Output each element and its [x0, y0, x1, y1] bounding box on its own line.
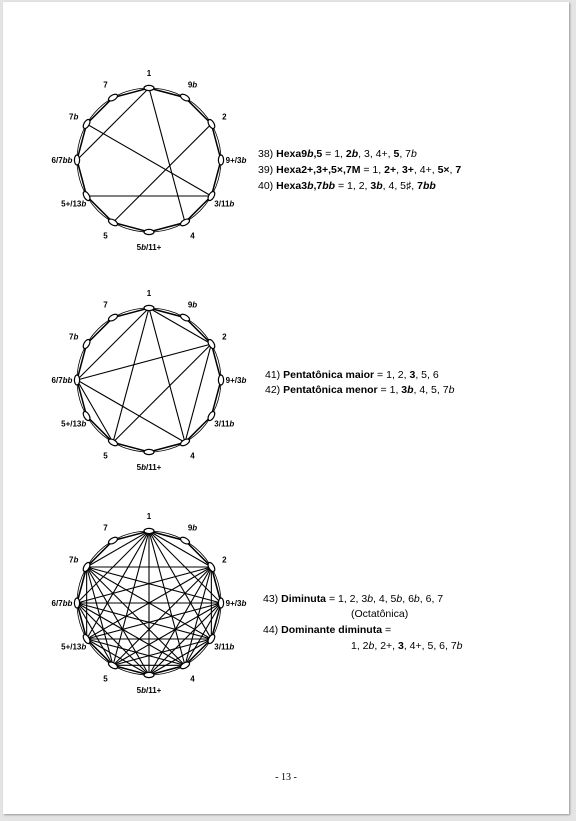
note-label-part: 1 [146, 512, 152, 521]
note-label-part: 3/11 [214, 419, 230, 429]
chord-line [87, 567, 149, 675]
note-label-part: 5 [103, 451, 108, 461]
note-label [222, 113, 227, 122]
text-run: , 6 [402, 593, 414, 605]
text-run: = 1, [322, 148, 346, 160]
text-run: , 4+, [413, 164, 438, 176]
vertex-dot [179, 438, 190, 448]
note-label-part: 7 [69, 332, 74, 342]
note-label-part: bb [62, 156, 73, 165]
note-label [103, 231, 108, 240]
note-label-part: 6/7 [51, 599, 63, 608]
text-run: bb [322, 180, 336, 192]
note-label-part: b [73, 112, 79, 122]
vertex-marker [82, 118, 92, 129]
note-label-part: bb [62, 599, 73, 608]
scale-name [276, 180, 335, 192]
note-label-part: 5 [103, 674, 108, 684]
vertex-marker [218, 155, 223, 165]
vertex-marker [144, 449, 154, 454]
vertex-dot [144, 528, 154, 533]
text-run: 2+ [384, 164, 397, 176]
note-label [188, 524, 197, 533]
note-label-part: 4 [190, 674, 195, 684]
scale-number: 44) [263, 624, 279, 636]
note-label [147, 289, 152, 298]
note-label-part: b [241, 376, 247, 385]
text-run: b [368, 640, 375, 652]
vertex-dot [144, 672, 154, 677]
note-label-part: b [81, 199, 87, 209]
text-run: b [376, 180, 383, 192]
text-run: Hexa9 [276, 148, 308, 160]
vertex-marker [74, 155, 79, 165]
text-run: Pentatônica menor [283, 384, 378, 396]
text-run: 3 [409, 369, 416, 381]
vertex-dot [82, 118, 92, 129]
note-label [52, 599, 73, 608]
scale-circle-diagram-2 [39, 289, 247, 474]
scale-name [281, 593, 326, 605]
vertex-dot [179, 536, 190, 546]
scale-formula [322, 148, 417, 160]
vertex-dot [144, 449, 154, 454]
text-run: , 4, 5 [373, 593, 397, 605]
chord-line [77, 344, 211, 380]
scale-number: 42) [265, 384, 281, 396]
note-label-part: 2 [222, 112, 227, 122]
note-label-part: 7 [103, 80, 108, 90]
vertex-dot [74, 598, 79, 608]
text-run: 7 [455, 164, 462, 176]
scale-name [283, 384, 378, 396]
vertex-dot [218, 155, 223, 165]
text-run: Pentatônica maior [283, 369, 375, 381]
note-label [103, 81, 108, 90]
note-label [214, 200, 234, 209]
chord-line [77, 380, 185, 442]
note-label-part: bb [62, 376, 73, 385]
text-run: Dominante diminuta [281, 624, 383, 636]
note-label [61, 200, 86, 209]
note-label [188, 301, 197, 310]
vertex-marker [179, 93, 190, 103]
text-run: = 1, [377, 384, 402, 396]
text-run: , 6, 7 [419, 593, 444, 605]
scale-formula [382, 624, 391, 636]
text-run: = 1, [360, 164, 385, 176]
note-label-part: 4 [190, 451, 195, 461]
note-label [69, 556, 78, 565]
chord-line [185, 344, 211, 442]
vertex-dot [107, 536, 118, 546]
vertex-dot [74, 375, 79, 385]
text-run: , 2+, [374, 640, 398, 652]
note-label-part: b [229, 199, 235, 209]
vertex-dot [82, 338, 92, 349]
scale-number: 39) [258, 164, 274, 176]
text-run: ,7 [313, 180, 323, 192]
note-label [222, 556, 227, 565]
scale-formula [360, 164, 461, 176]
note-label [137, 686, 162, 695]
chord-line [77, 160, 87, 196]
text-run: b [396, 593, 403, 605]
vertex-dot [107, 313, 118, 323]
text-run: b [456, 640, 463, 652]
note-label-part: b [229, 419, 235, 429]
note-label-part: b [81, 419, 87, 429]
note-label-part: b [81, 642, 87, 652]
vertex-dot [218, 598, 223, 608]
text-run: , [396, 164, 402, 176]
note-label [222, 333, 227, 342]
vertex-marker [74, 375, 79, 385]
vertex-marker [107, 93, 118, 103]
note-label [226, 376, 247, 385]
note-label [103, 524, 108, 533]
note-label-part: 5 [136, 686, 142, 695]
text-run: 1, 2 [351, 640, 369, 652]
vertex-marker [74, 598, 79, 608]
scale-formula-44-line2 [351, 639, 463, 655]
note-label [137, 243, 162, 252]
vertex-marker [82, 338, 92, 349]
scale-formula [326, 593, 443, 605]
scale-name [276, 148, 322, 160]
note-label-part: /11+ [145, 463, 162, 472]
text-run: bb [422, 180, 436, 192]
note-label-part: 9+/3 [225, 599, 242, 608]
vertex-marker [179, 313, 190, 323]
vertex-marker [144, 305, 154, 310]
document-page [3, 2, 569, 814]
text-run: 3 [398, 640, 404, 652]
text-run: = [382, 624, 392, 636]
text-run: , 4+, 5, 6, 7 [403, 640, 457, 652]
note-label-part: 9 [187, 523, 193, 533]
chord-line [113, 308, 149, 442]
vertex-dot [144, 229, 154, 234]
note-label [61, 420, 86, 429]
note-label [226, 599, 247, 608]
vertex-marker [218, 598, 223, 608]
scale-entry-43 [263, 592, 443, 608]
text-run: , [449, 164, 456, 176]
text-run: = 1, 2, 3 [326, 593, 368, 605]
text-run: , 3, 4+, [358, 148, 394, 160]
note-label-part: b [229, 642, 235, 652]
note-label-part: b [192, 523, 198, 533]
vertex-dot [74, 155, 79, 165]
vertex-dot [144, 305, 154, 310]
note-label-part: 6/7 [51, 376, 63, 385]
text-run: Diminuta [281, 593, 327, 605]
text-run: b [411, 148, 417, 160]
note-label-part: b [241, 156, 247, 165]
note-label [226, 156, 247, 165]
vertex-marker [144, 229, 154, 234]
note-label [190, 231, 195, 240]
vertex-marker [107, 536, 118, 546]
chord-line [149, 308, 211, 344]
text-run: 3+ [401, 164, 414, 176]
note-label-part: 4 [190, 231, 195, 241]
note-label-part: 9+/3 [225, 376, 242, 385]
note-label-part: 5+/13 [61, 199, 82, 209]
note-label-part: 2 [222, 332, 227, 342]
note-label-part: 5 [136, 463, 142, 472]
note-label [147, 69, 152, 78]
note-label-part: 7 [103, 300, 108, 310]
note-label-part: 5 [103, 231, 108, 241]
scale-formula [351, 640, 463, 652]
note-label-part: 9+/3 [225, 156, 242, 165]
scale-entry-42 [265, 383, 454, 399]
scale-circle-diagram-1 [39, 69, 247, 254]
note-label-part: 9 [187, 80, 193, 90]
note-label [103, 451, 108, 460]
note-label-part: 7 [69, 112, 74, 122]
note-label [214, 420, 234, 429]
note-label [137, 463, 162, 472]
text-run: 5× [437, 164, 450, 176]
scale-circle-diagram-3 [39, 512, 247, 697]
note-label-part: b [192, 80, 198, 90]
text-run: b [307, 180, 314, 192]
note-label-part: 3/11 [214, 199, 230, 209]
scale-formula [374, 369, 439, 381]
note-label-part: 5 [136, 243, 142, 252]
scale-note-43 [351, 607, 408, 623]
note-label-part: 6/7 [51, 156, 63, 165]
note-label [69, 113, 78, 122]
circle-outline [77, 308, 221, 452]
note-label [214, 643, 234, 652]
note-label [147, 512, 152, 521]
scale-name [276, 164, 360, 176]
text-run: = 1, 2, [374, 369, 410, 381]
text-run: 3 [401, 384, 408, 396]
note-label [52, 376, 73, 385]
vertex-dot [218, 375, 223, 385]
note-label-part: 2 [222, 555, 227, 565]
note-label-part: b [73, 555, 79, 565]
note-label-part: 5+/13 [61, 642, 82, 652]
note-label-part: 7 [69, 555, 74, 565]
scale-number: 41) [265, 369, 281, 381]
scale-formula [378, 384, 455, 396]
text-run: 2 [345, 148, 352, 160]
text-run: b [367, 593, 374, 605]
vertex-dot [144, 85, 154, 90]
note-label-part: b [141, 463, 146, 472]
text-run: , 4, 5, 7 [413, 384, 449, 396]
text-run: = 1, 2, [335, 180, 371, 192]
scale-number: 43) [263, 593, 279, 605]
note-label-part: b [141, 243, 146, 252]
scale-entry-38 [258, 147, 417, 163]
scale-entry-44 [263, 623, 391, 639]
note-label-part: 3/11 [214, 642, 230, 652]
note-label [52, 156, 73, 165]
vertex-marker [179, 218, 190, 228]
vertex-marker [144, 672, 154, 677]
text-run: , 5, 6 [415, 369, 439, 381]
note-label-part: b [73, 332, 79, 342]
text-run: Hexa2+,3+,5×,7M [276, 164, 361, 176]
note-label-part: 1 [146, 289, 152, 298]
scale-name [281, 624, 382, 636]
dodecagon-outline [77, 308, 221, 452]
vertex-marker [179, 438, 190, 448]
text-run: 7 [417, 180, 423, 192]
vertex-dot [179, 313, 190, 323]
vertex-marker [218, 375, 223, 385]
text-run: 3 [370, 180, 377, 192]
chord-line [77, 380, 113, 442]
note-label-part: 5+/13 [61, 419, 82, 429]
vertex-marker [144, 528, 154, 533]
text-run: , 7 [399, 148, 412, 160]
note-label-part: 1 [146, 69, 152, 78]
text-run: 5 [393, 148, 400, 160]
chord-line [113, 603, 221, 665]
vertex-dot [179, 93, 190, 103]
note-label [188, 81, 197, 90]
note-label [190, 674, 195, 683]
note-label-part: 7 [103, 523, 108, 533]
scale-number: 40) [258, 180, 274, 192]
scale-entry-40 [258, 179, 436, 195]
note-label-part: /11+ [145, 243, 162, 252]
text-run: ,5 [313, 148, 323, 160]
note-label-part: b [241, 599, 247, 608]
note-label-part: b [192, 300, 198, 310]
text-run: b [407, 384, 414, 396]
text-run: b [307, 148, 314, 160]
scale-note: (Octatônica) [351, 608, 409, 620]
text-run: b [448, 384, 455, 396]
text-run: b [413, 593, 420, 605]
vertex-marker [144, 85, 154, 90]
note-label [103, 301, 108, 310]
vertex-dot [179, 218, 190, 228]
note-label-part: b [141, 686, 146, 695]
note-label [69, 333, 78, 342]
scale-entry-39 [258, 163, 461, 179]
vertex-marker [107, 313, 118, 323]
note-label-part: 9 [187, 300, 193, 310]
page-number: - 13 - [275, 772, 297, 783]
vertex-marker [179, 536, 190, 546]
chord-line [77, 603, 185, 665]
note-label [103, 674, 108, 683]
vertex-dot [107, 93, 118, 103]
scale-number: 38) [258, 148, 274, 160]
scale-name [283, 369, 374, 381]
chord-line [87, 124, 212, 196]
text-run: Hexa3 [276, 180, 308, 192]
note-label-part: /11+ [145, 686, 162, 695]
scale-entry-41 [265, 368, 439, 384]
text-run: b [351, 148, 359, 160]
scale-formula [335, 180, 436, 192]
text-run: , 4, 5♯, [382, 180, 418, 192]
note-label [61, 643, 86, 652]
note-label [190, 451, 195, 460]
